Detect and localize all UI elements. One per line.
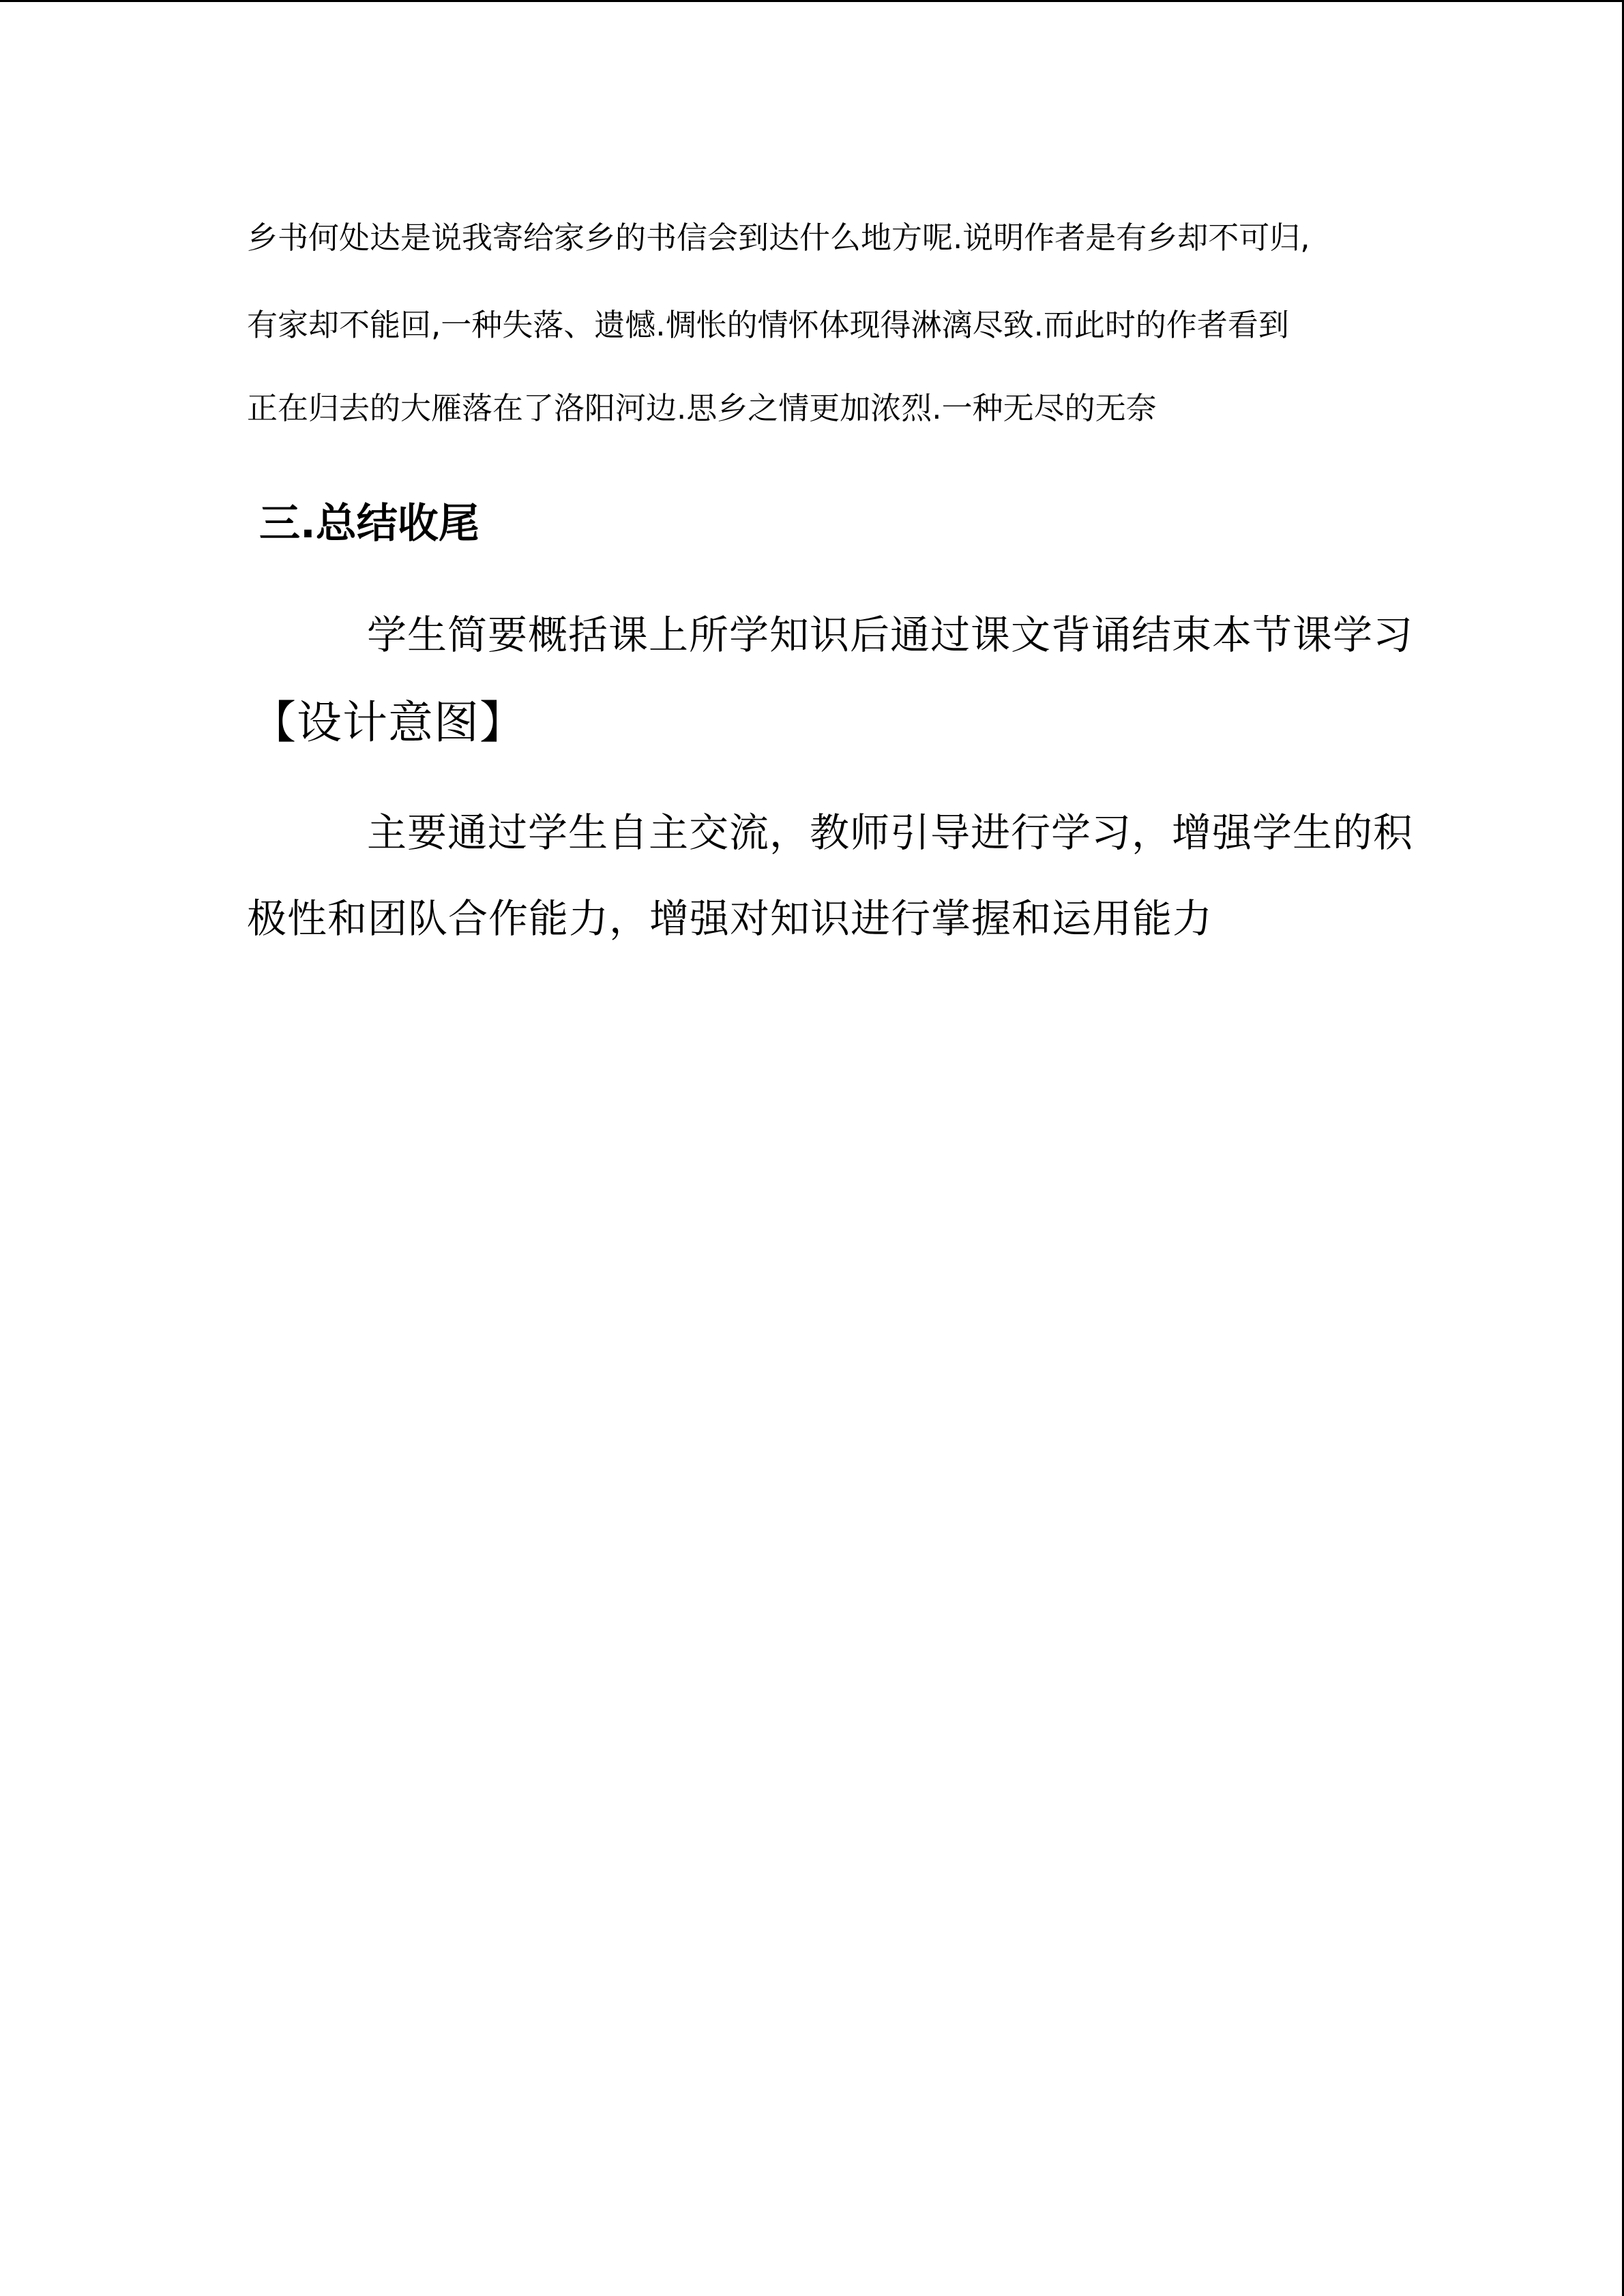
section-heading-summary: 三.总结收尾 — [259, 500, 479, 548]
paragraph-line-3: 正在归去的大雁落在了洛阳河边.思乡之情更加浓烈.一种无尽的无奈 — [247, 390, 1157, 426]
summary-text: 学生简要概括课上所学知识后通过课文背诵结束本节课学习 — [367, 612, 1414, 658]
page-border-top — [0, 0, 1624, 2]
design-intent-line-1: 主要通过学生自主交流，教师引导进行学习，增强学生的积 — [367, 809, 1414, 856]
paragraph-line-1: 乡书何处达是说我寄给家乡的书信会到达什么地方呢.说明作者是有乡却不可归, — [247, 220, 1310, 256]
design-intent-heading: 【设计意图】 — [251, 696, 525, 749]
paragraph-line-2: 有家却不能回,一种失落、遗憾.惆怅的情怀体现得淋漓尽致.而此时的作者看到 — [247, 307, 1289, 343]
design-intent-line-2: 极性和团队合作能力，增强对知识进行掌握和运用能力 — [247, 895, 1213, 942]
